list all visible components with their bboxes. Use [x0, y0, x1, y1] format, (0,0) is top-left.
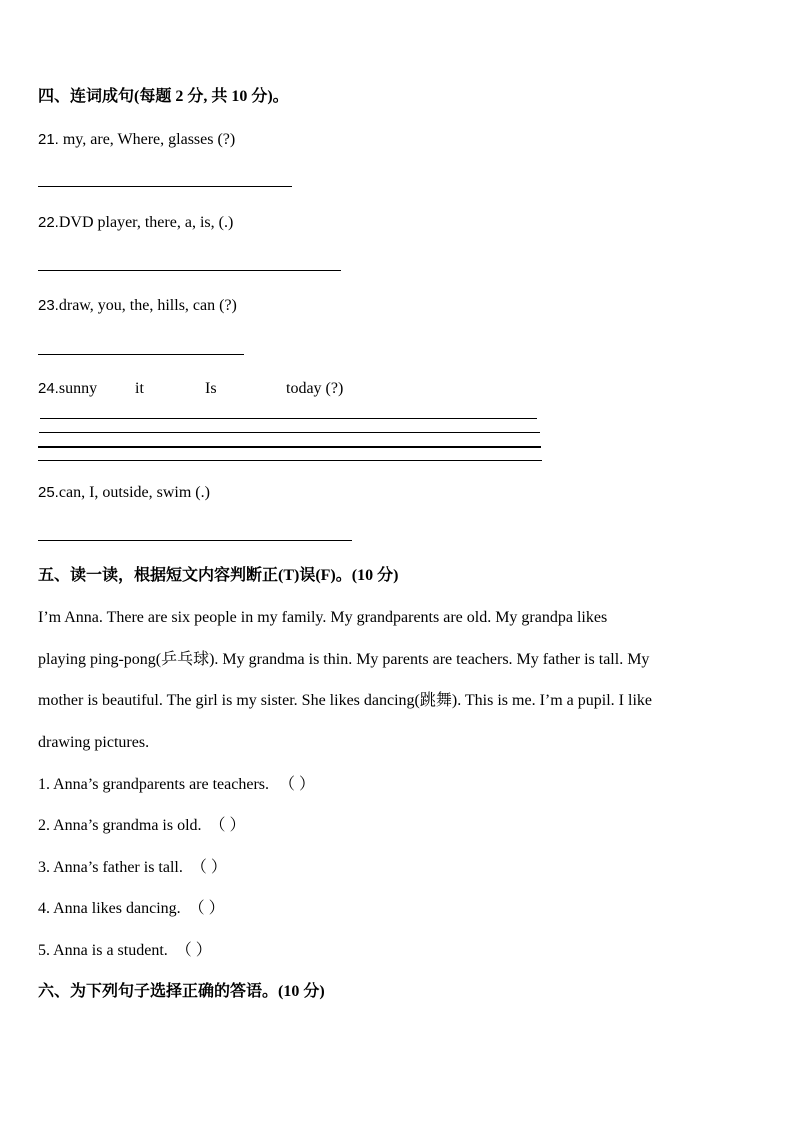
passage-line: drawing pictures. [38, 734, 150, 751]
tf-question-3 [38, 858, 227, 878]
section4-title: 四、连词成句(每题 2 分, 共 10 分)。 [38, 88, 289, 105]
question-text: draw, you, the, hills, can (?) [58, 297, 237, 314]
question-23 [38, 296, 237, 316]
tf-question-text: 5. Anna is a student. [38, 942, 168, 959]
question-number: 25. [38, 484, 59, 501]
question-21 [38, 130, 235, 150]
tf-question-4 [38, 899, 225, 919]
question-text: my, are, Where, glasses (?) [58, 131, 236, 148]
tf-question-2 [38, 816, 246, 836]
answer-line-24c[interactable] [38, 446, 541, 448]
word-it: it [135, 380, 144, 397]
question-number: 23. [38, 297, 59, 314]
question-number: 21. [38, 131, 59, 148]
tf-question-1 [38, 775, 315, 795]
tf-question-text: 2. Anna’s grandma is old. [38, 817, 202, 834]
section6-title: 六、为下列句子选择正确的答语。(10 分) [38, 983, 325, 1000]
tf-question-text: 1. Anna’s grandparents are teachers. [38, 776, 270, 793]
tf-question-text: 4. Anna likes dancing. [38, 900, 181, 917]
question-25 [38, 483, 210, 503]
passage-line: playing ping-pong(乒乓球). My grandma is thin. My parents are teachers. My father is tall. My [38, 651, 650, 668]
section5-title: 五、读一读，根据短文内容判断正(T)误(F)。(10 分) [38, 567, 399, 584]
answer-line-21[interactable] [38, 186, 292, 187]
answer-blank[interactable]: （ ） [175, 942, 212, 959]
answer-line-24d[interactable] [38, 460, 542, 461]
answer-line-24b[interactable] [39, 432, 540, 433]
answer-line-24a[interactable] [40, 418, 537, 419]
answer-blank[interactable]: （ ） [188, 900, 225, 917]
answer-line-25[interactable] [38, 540, 352, 541]
answer-blank[interactable]: （ ） [279, 776, 316, 793]
answer-blank[interactable]: （ ） [190, 859, 227, 876]
answer-line-22[interactable] [38, 270, 341, 271]
question-text: DVD player, there, a, is, (.) [58, 214, 234, 231]
question-text: can, I, outside, swim (.) [58, 484, 210, 501]
word-today: today (?) [286, 380, 344, 397]
passage-line: I’m Anna. There are six people in my family. My grandparents are old. My grandpa likes [38, 609, 608, 626]
tf-question-text: 3. Anna’s father is tall. [38, 859, 183, 876]
word-is: Is [205, 380, 217, 397]
question-24 [38, 379, 97, 399]
tf-question-5 [38, 941, 212, 961]
word-sunny: sunny [58, 380, 98, 397]
question-22 [38, 213, 233, 233]
answer-line-23[interactable] [38, 354, 244, 355]
question-number: 24. [38, 380, 59, 397]
passage-line: mother is beautiful. The girl is my sister. She likes dancing(跳舞). This is me. I’m a pupil. I like [38, 692, 652, 709]
question-number: 22. [38, 214, 59, 231]
answer-blank[interactable]: （ ） [209, 817, 246, 834]
